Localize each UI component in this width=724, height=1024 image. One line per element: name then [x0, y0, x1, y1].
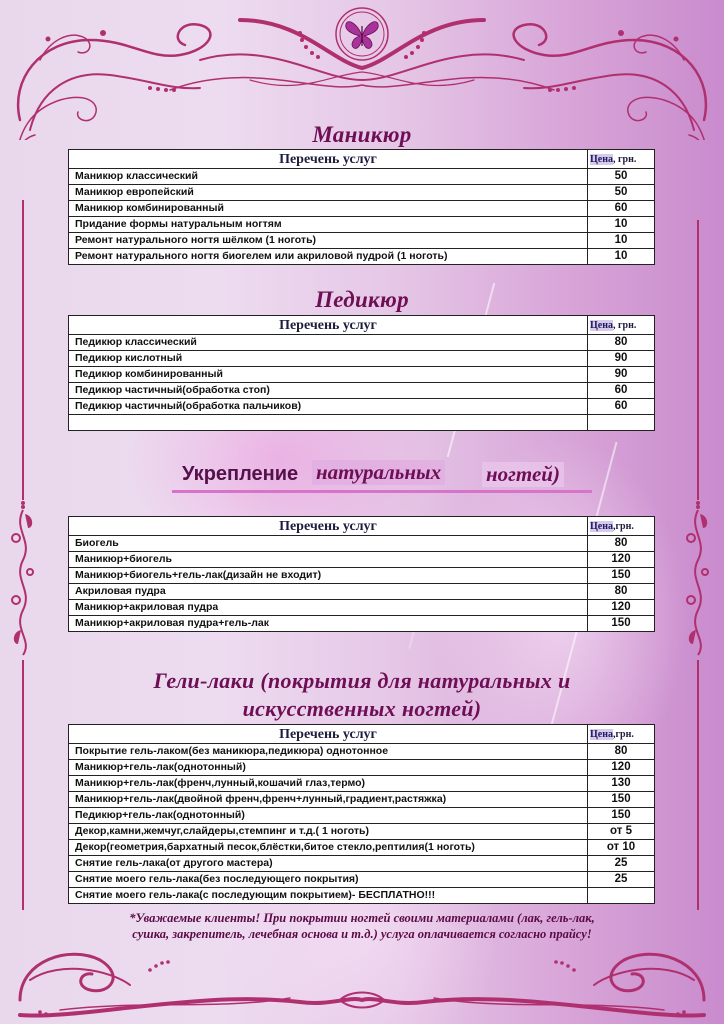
service-price: 80 [588, 335, 655, 351]
table-row [69, 744, 655, 760]
service-name: Маникюр+акриловая пудра+гель-лак [69, 616, 588, 632]
service-name: Декор(геометрия,бархатный песок,блёстки,битое стекло,рептилия(1 ноготь) [69, 840, 588, 856]
service-price [588, 415, 655, 431]
strengthening-price-table [68, 516, 655, 632]
price-header: Цена, грн. [588, 150, 655, 169]
service-price: 150 [588, 792, 655, 808]
gel-polish-title-line2: искусственных ногтей) [242, 696, 482, 721]
service-price: 130 [588, 776, 655, 792]
table-row [69, 399, 655, 415]
service-price: 25 [588, 856, 655, 872]
gel-polish-title-line1: Гели-лаки (покрытия для натуральных и [153, 668, 571, 693]
service-name: Маникюр+биогель+гель-лак(дизайн не входит) [69, 568, 588, 584]
table-row [69, 840, 655, 856]
table-header-row [69, 725, 655, 744]
service-name: Маникюр европейский [69, 185, 588, 201]
service-price: 60 [588, 399, 655, 415]
table-row [69, 169, 655, 185]
service-name: Педикюр+гель-лак(однотонный) [69, 808, 588, 824]
bottom-ornament [0, 940, 724, 1024]
left-border-line [22, 200, 24, 490]
table-row [69, 383, 655, 399]
service-price: 60 [588, 201, 655, 217]
service-price: 60 [588, 383, 655, 399]
service-name: Маникюр+акриловая пудра [69, 600, 588, 616]
service-price: от 5 [588, 824, 655, 840]
service-price: 10 [588, 249, 655, 265]
service-price: 80 [588, 536, 655, 552]
table-row [69, 616, 655, 632]
table-row [69, 808, 655, 824]
service-name: Педикюр частичный(обработка стоп) [69, 383, 588, 399]
service-price: 120 [588, 760, 655, 776]
table-row [69, 776, 655, 792]
service-price: 150 [588, 568, 655, 584]
table-row [69, 856, 655, 872]
table-row [69, 249, 655, 265]
service-name: Маникюр классический [69, 169, 588, 185]
butterfly-icon [342, 14, 382, 54]
strengthening-title-plain: Укрепление [182, 463, 299, 485]
service-name: Педикюр частичный(обработка пальчиков) [69, 399, 588, 415]
left-side-flourish [8, 490, 38, 660]
service-price: 10 [588, 233, 655, 249]
service-price: 150 [588, 616, 655, 632]
service-name: Ремонт натурального ногтя шёлком (1 ноготь) [69, 233, 588, 249]
table-header-row [69, 150, 655, 169]
service-name: Декор,камни,жемчуг,слайдеры,стемпинг и т.д.( 1 ноготь) [69, 824, 588, 840]
service-name: Акриловая пудра [69, 584, 588, 600]
gel-polish-price-table [68, 724, 655, 904]
right-side-flourish [683, 490, 713, 660]
services-header: Перечень услуг [69, 316, 588, 335]
service-name: Биогель [69, 536, 588, 552]
service-name: Ремонт натурального ногтя биогелем или акриловой пудрой (1 ноготь) [69, 249, 588, 265]
pedicure-title: Педикюр [315, 287, 409, 312]
right-border-line [697, 220, 699, 490]
table-row [69, 552, 655, 568]
strengthening-title-italic-1: натуральных [312, 460, 445, 485]
service-name [69, 415, 588, 431]
table-header-row [69, 517, 655, 536]
table-row [69, 201, 655, 217]
service-name: Покрытие гель-лаком(без маникюра,педикюра) однотонное [69, 744, 588, 760]
table-row [69, 185, 655, 201]
services-header: Перечень услуг [69, 517, 588, 536]
strengthening-title-italic-2: ногтей) [482, 462, 564, 487]
service-name: Педикюр комбинированный [69, 367, 588, 383]
service-price: 120 [588, 552, 655, 568]
service-price: 50 [588, 169, 655, 185]
table-row [69, 760, 655, 776]
service-name: Маникюр+гель-лак(однотонный) [69, 760, 588, 776]
service-name: Педикюр классический [69, 335, 588, 351]
service-name: Маникюр комбинированный [69, 201, 588, 217]
table-row [69, 792, 655, 808]
service-name: Педикюр кислотный [69, 351, 588, 367]
service-price: от 10 [588, 840, 655, 856]
manicure-title: Маникюр [312, 122, 412, 147]
table-row [69, 584, 655, 600]
table-row [69, 367, 655, 383]
service-name: Снятие моего гель-лака(без последующего покрытия) [69, 872, 588, 888]
service-name: Маникюр+гель-лак(двойной френч,френч+лунный,градиент,растяжка) [69, 792, 588, 808]
service-name: Придание формы натуральным ногтям [69, 217, 588, 233]
table-row [69, 888, 655, 904]
service-price: 90 [588, 367, 655, 383]
table-row [69, 351, 655, 367]
service-name: Снятие гель-лака(от другого мастера) [69, 856, 588, 872]
table-row [69, 872, 655, 888]
manicure-price-table [68, 149, 655, 265]
table-row [69, 335, 655, 351]
service-name: Снятие моего гель-лака(с последующим покрытием)- БЕСПЛАТНО!!! [69, 888, 588, 904]
pedicure-price-table [68, 315, 655, 431]
table-row [69, 536, 655, 552]
client-note-line1: *Уважаемые клиенты! При покрытии ногтей своими материалами (лак, гель-лак, [129, 911, 595, 925]
service-price: 90 [588, 351, 655, 367]
service-name: Маникюр+биогель [69, 552, 588, 568]
services-header: Перечень услуг [69, 150, 588, 169]
service-price: 80 [588, 584, 655, 600]
services-header: Перечень услуг [69, 725, 588, 744]
price-header: Цена,грн. [588, 725, 655, 744]
service-price: 50 [588, 185, 655, 201]
price-header: Цена, грн. [588, 316, 655, 335]
strengthening-title [172, 458, 592, 493]
table-row [69, 233, 655, 249]
service-price: 120 [588, 600, 655, 616]
table-row [69, 824, 655, 840]
client-note-line2: сушка, закрепитель, лечебная основа и т.д.) услуга оплачивается согласно прайсу! [132, 927, 592, 941]
service-name: Маникюр+гель-лак(френч,лунный,кошачий глаз,термо) [69, 776, 588, 792]
service-price: 150 [588, 808, 655, 824]
service-price: 80 [588, 744, 655, 760]
table-row [69, 568, 655, 584]
service-price: 25 [588, 872, 655, 888]
service-price: 10 [588, 217, 655, 233]
service-price [588, 888, 655, 904]
table-row [69, 600, 655, 616]
table-header-row [69, 316, 655, 335]
table-row [69, 415, 655, 431]
price-header: Цена,грн. [588, 517, 655, 536]
table-row [69, 217, 655, 233]
